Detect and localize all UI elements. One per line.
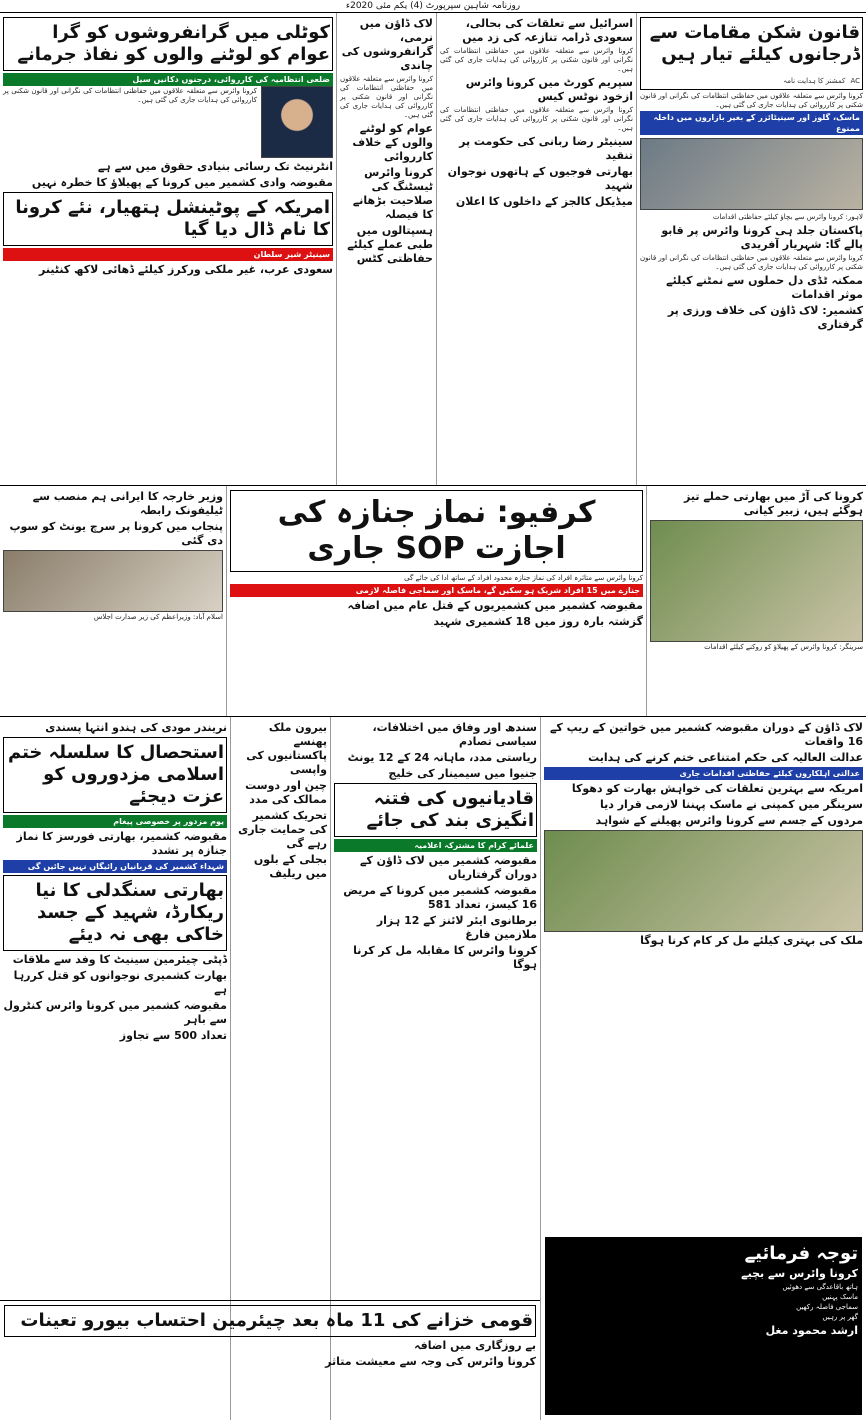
- headline-1: سندھ اور وفاق میں اختلافات، سیاسی تصادم: [372, 721, 537, 748]
- headline-4: کشمیر: لاک ڈاؤن کی خلاف ورزی پر گرفتاری: [667, 304, 863, 331]
- headline: قادیانیوں کی فتنہ انگیزی بند کی جائے: [366, 788, 534, 831]
- red-bar: جنازے میں 15 افراد شریک ہو سکیں گے، ماسک اور سماجی فاصلہ لازمی: [230, 584, 643, 597]
- headline-5: مردوں کے جسم سے کرونا وائرس پھیلنے کے شواہد: [595, 814, 863, 827]
- sub: کرونا وائرس سے متاثرہ افراد کی نماز جنازہ محدود افراد کے ساتھ ادا کی جائے گی: [404, 574, 643, 582]
- headline: بھارتی سنگدلی کا نیا ریکارڈ، شہید کے جسد خاکی بھی نہ دیئے: [35, 880, 224, 945]
- headline-4: سرینگر میں کمپنی نے ماسک پہننا لازمی قرار دیا: [599, 798, 863, 811]
- headline-3: ممکنہ ٹڈی دل حملوں سے نمٹنے کیلئے موثر اقدامات: [666, 274, 863, 301]
- headline-7: کرونا وائرس کا مقابلہ مل کر کرنا ہوگا: [353, 944, 537, 971]
- headline-4: سعودی عرب، غیر ملکی ورکرز کیلئے ڈھائی لاکھ کنٹینر: [39, 263, 333, 276]
- story-lead: [230, 490, 643, 572]
- ad-item: گھر پر رہیں: [822, 1313, 858, 1321]
- headline-2: مقبوضہ کشمیر میں کشمیریوں کے قتل عام میں اضافہ: [347, 599, 643, 612]
- body: کرونا وائرس سے متعلقہ علاقوں میں حفاظتی انتظامات کی نگرانی اور قانون شکنی پر کارروائی کی ہدایات جاری کی گئی ہیں۔: [640, 92, 863, 109]
- headline-2: عدالت العالیہ کی حکم امتناعی ختم کرنے کی ہدایت: [588, 751, 863, 764]
- headline-6: برطانوی ایئر لائنز کے 12 ہزار ملازمین فارغ: [376, 914, 537, 941]
- blue-bar: ماسک، گلوز اور سینیٹائزر کے بغیر بازاروں میں داخلہ ممنوع: [640, 111, 863, 135]
- headline: قومی خزانے کی 11 ماہ بعد چیئرمین احتساب بیورو تعینات: [20, 1310, 533, 1331]
- headline-3: امریکہ سے بہترین تعلقات کی خواہش بھارت کو دھوکا: [571, 782, 863, 795]
- story-main: [334, 783, 537, 837]
- blue-bar: عدالتی اہلکاروں کیلئے حفاظتی اقدامات جاری: [544, 767, 863, 780]
- green-bar: علمائے کرام کا مشترکہ اعلامیہ: [334, 839, 537, 852]
- band2-left: [0, 486, 226, 716]
- headline-4: ہسپتالوں میں طبی عملے کیلئے حفاظتی کٹس: [347, 224, 433, 265]
- ad-title: توجہ فرمائیے: [744, 1243, 858, 1264]
- story-main: [3, 737, 227, 813]
- headline-2: سپریم کورٹ میں کرونا وائرس ازخود نوٹس کیس: [465, 76, 633, 103]
- headline-3: گزشتہ بارہ روز میں 18 کشمیری شہید: [433, 615, 643, 628]
- headline-1: اسرائیل سے تعلقات کی بحالی، سعودی ڈرامہ تنازعہ کی زد میں: [462, 17, 633, 44]
- headline-2: عوام کو لوٹنے والوں کے خلاف کارروائی: [352, 122, 433, 163]
- ad-box: [545, 1237, 862, 1415]
- blue-bar: شہداء کشمیر کی قربانیاں رائیگاں نہیں جائیں گی: [3, 860, 227, 873]
- body-2: کرونا وائرس سے متعلقہ علاقوں میں حفاظتی انتظامات کی نگرانی اور قانون شکنی پر کارروائی کی ہدایات جاری کی گئی ہیں۔: [440, 106, 633, 132]
- band2-right: [646, 486, 866, 716]
- band2-center: [226, 486, 646, 716]
- headline: کرونا کی آڑ میں بھارتی حملے تیز ہوگئے ہیں، زبیر کیانی: [684, 490, 863, 517]
- body: کرونا وائرس سے متعلقہ علاقوں میں حفاظتی انتظامات کی نگرانی اور قانون شکنی پر کارروائی کی ہدایات جاری کی گئی ہیں۔: [340, 75, 433, 119]
- band3-col1: [540, 717, 866, 1420]
- headline-1: لاک ڈاؤن میں نرمی، گرانفروشوں کی چاندی: [341, 17, 433, 72]
- headline-4: مقبوضہ کشمیر میں لاک ڈاؤن کے دوران گرفتاریاں: [359, 854, 537, 881]
- photo: [650, 520, 863, 642]
- headline: امریکہ کے پوٹینشل ہتھیار، نئے کرونا کا نام ڈال دیا گیا: [15, 197, 330, 240]
- headline-5: میڈیکل کالجز کے داخلوں کا اعلان: [455, 195, 633, 208]
- headline-6: تعداد 500 سے تجاوز: [119, 1029, 227, 1042]
- body-2: کرونا وائرس سے متعلقہ علاقوں میں حفاظتی انتظامات کی نگرانی اور قانون شکنی پر کارروائی کی ہدایات جاری کی گئی ہیں۔: [640, 254, 863, 271]
- headline-2: پاکستان جلد ہی کرونا وائرس پر قابو پالے گا: شہریار آفریدی: [661, 224, 863, 251]
- headline-4: بجلی کے بلوں میں ریلیف: [253, 853, 327, 880]
- story-main-1: [640, 17, 863, 90]
- headline: کوٹلی میں گرانفروشوں کو گرا عوام کو لوٹنے والوں کو نفاذ جرمانے: [17, 22, 330, 65]
- portrait: [261, 86, 333, 158]
- headline-2: مقبوضہ کشمیر، بھارتی فورسز کا نماز جنازہ پر تشدد: [16, 830, 227, 857]
- story-bottom: [4, 1305, 536, 1337]
- headline-2: پنجاب میں کرونا پر سرچ یونٹ کو سوپ دی گئی: [9, 520, 223, 547]
- headline-4: بھارتی فوجیوں کے ہاتھوں نوجوان شہید: [447, 165, 633, 192]
- masthead: روزنامہ شاہین سپرپورٹ (4) یکم مئی 2020ء: [0, 0, 866, 13]
- headline-3: کرونا وائرس ٹیسٹنگ کی صلاحیت بڑھانے کا فیصلہ: [352, 166, 433, 221]
- body: کرونا وائرس سے متعلقہ علاقوں میں حفاظتی انتظامات کی نگرانی اور قانون شکنی پر کارروائی کی ہدایات جاری کی گئی ہیں۔: [3, 87, 257, 104]
- headline-1: بیرون ملک پھنسے پاکستانیوں کی واپسی: [246, 721, 327, 776]
- band1-col1: [636, 13, 866, 485]
- band1-col4: [0, 13, 336, 485]
- green-bar: ضلعی انتظامیہ کی کارروائی، درجنوں دکانیں سیل: [3, 73, 333, 86]
- photo: [3, 550, 223, 612]
- story-main-2: [3, 17, 333, 71]
- story-main-3: [3, 192, 333, 246]
- photo-1: [640, 138, 863, 210]
- headline-6: ملک کی بہتری کیلئے مل کر کام کرنا ہوگا: [640, 934, 863, 947]
- ad-sub: کرونا وائرس سے بچیے: [741, 1267, 858, 1280]
- ad-item: ماسک پہنیں: [822, 1293, 858, 1301]
- band-lower: [0, 717, 866, 1420]
- photo: [544, 830, 863, 932]
- ad-item: سماجی فاصلہ رکھیں: [796, 1303, 858, 1311]
- band1-col2: [436, 13, 636, 485]
- headline-3: تحریک کشمیر کی حمایت جاری رہے گی: [238, 809, 327, 850]
- sub: کمشنر کا ہدایت نامہ: [783, 77, 846, 85]
- caption: سرینگر: کرونا وائرس کے پھیلاؤ کو روکنے کیلئے اقدامات: [704, 643, 863, 651]
- headline: وزیر خارجہ کا ایرانی ہم منصب سے ٹیلیفونک رابطہ: [32, 490, 223, 517]
- ad-item: ہاتھ باقاعدگی سے دھوئیں: [782, 1283, 858, 1291]
- caption: لاہور: کرونا وائرس سے بچاؤ کیلئے حفاظتی اقدامات: [712, 213, 863, 221]
- headline: استحصال کا سلسلہ ختم اسلامی مزدوروں کو عزت دیجئے: [7, 742, 224, 807]
- story-main-2: [3, 875, 227, 951]
- headline-2: ریاستی مدد، ماہانہ 24 کے 12 یونٹ: [347, 751, 537, 764]
- headline: قانون شکن مقامات سے ڈرجانوں کیلئے تیار ہیں: [649, 22, 860, 65]
- headline-1: نریندر مودی کی ہندو انتہا پسندی: [45, 721, 227, 734]
- headline-4: بھارت کشمیری نوجوانوں کو قتل کررہا ہے: [13, 969, 227, 996]
- ad-name: ارشد محمود مغل: [765, 1324, 858, 1337]
- green-bar: یوم مزدور پر خصوصی پیغام: [3, 815, 227, 828]
- headline-2: بے روزگاری میں اضافہ: [414, 1339, 536, 1352]
- headline-3: سینیٹر رضا ربانی کی حکومت پر تنقید: [459, 135, 633, 162]
- caption: اسلام آباد: وزیراعظم کی زیر صدارت اجلاس: [93, 613, 223, 621]
- headline-3: ڈپٹی چیئرمین سینیٹ کا وفد سے ملاقات: [12, 953, 227, 966]
- tag: AC: [850, 77, 860, 85]
- headline-5: مقبوضہ کشمیر میں کرونا کے مریض 16 کیسز، تعداد 581: [343, 884, 537, 911]
- band1-col3: [336, 13, 436, 485]
- band-top: [0, 13, 866, 486]
- lead-headline: کرفیو: نماز جنازہ کی اجازت SOP جاری: [277, 495, 596, 566]
- band-middle: [0, 486, 866, 717]
- red-bar: سینیٹر شیر سلطان: [3, 248, 333, 261]
- headline-3: کرونا وائرس کی وجہ سے معیشت متاثر: [325, 1355, 536, 1368]
- body: کرونا وائرس سے متعلقہ علاقوں میں حفاظتی انتظامات کی نگرانی اور قانون شکنی پر کارروائی کی ہدایات جاری کی گئی ہیں۔: [440, 47, 633, 73]
- headline-3: جنیوا میں سیمینار کی خلیج: [388, 767, 537, 780]
- row: [3, 86, 333, 158]
- headline-1: لاک ڈاؤن کے دوران مقبوضہ کشمیر میں خواتین کے ریپ کے 16 واقعات: [549, 721, 863, 748]
- headline-5: مقبوضہ کشمیر میں کرونا وائرس کنٹرول سے باہر: [3, 999, 227, 1026]
- headline-2: انٹرنیٹ تک رسائی بنیادی حقوق میں سے ہے: [97, 160, 333, 173]
- headline-2: چین اور دوست ممالک کی مدد: [245, 779, 327, 806]
- bottom-strip: [0, 1300, 540, 1420]
- headline-3: مقبوضہ وادی کشمیر میں کرونا کے پھیلاؤ کا خطرہ نہیں: [31, 176, 333, 189]
